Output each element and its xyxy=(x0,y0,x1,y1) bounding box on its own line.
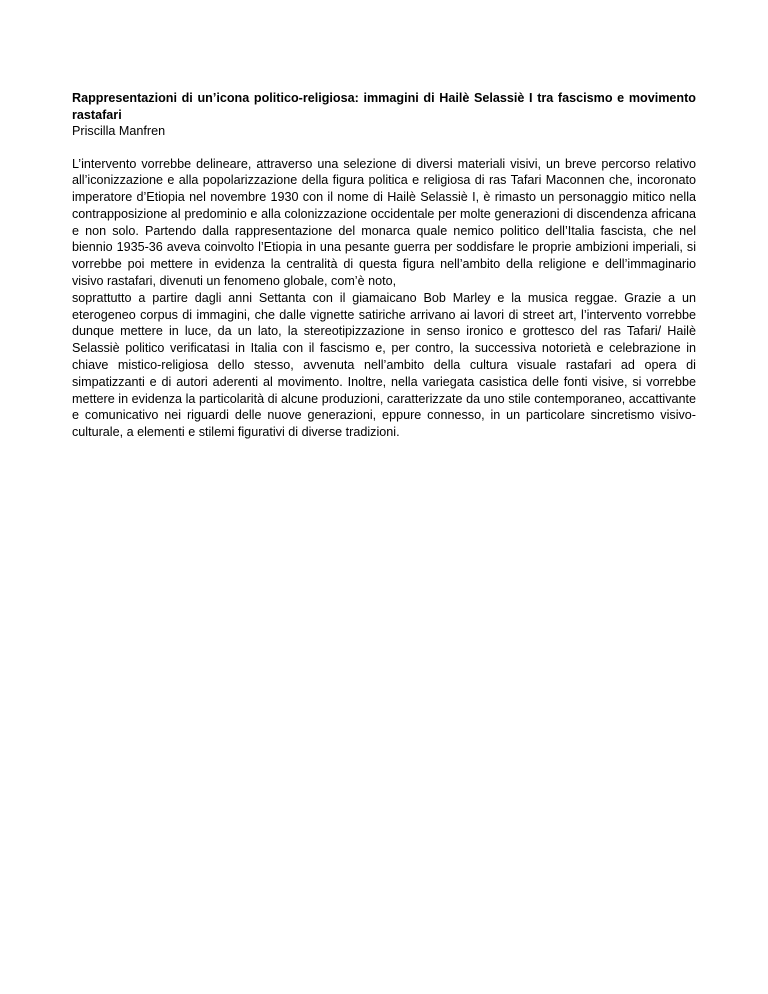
document-title: Rappresentazioni di un’icona politico-religiosa: immagini di Hailè Selassiè I tra fascismo e movimento rastafari xyxy=(72,91,696,122)
document-page xyxy=(72,90,696,441)
document-author: Priscilla Manfren xyxy=(72,124,166,138)
abstract-body xyxy=(72,156,696,442)
abstract-paragraph-2: soprattutto a partire dagli anni Settanta con il giamaicano Bob Marley e la musica reggae. Grazie a un eterogeneo corpus di immagini, che dalle vignette satiriche arrivano ai lavori di street art, l’intervento vorrebbe dunque mettere in luce, da un lato, la stereotipizzazione in senso ironico e grottesco del ras Tafari/ Hailè Selassiè politico verificatasi in Italia con il fascismo e, per contro, la successiva notorietà e celebrazione in chiave mistico-religiosa dello stesso, avvenuta nell’ambito della cultura visuale rastafari ad opera di simpatizzanti e di autori aderenti al movimento. Inoltre, nella variegata casistica delle fonti visive, si vorrebbe mettere in evidenza la particolarità di alcune produzioni, caratterizzate da uno stile contemporaneo, accattivante e comunicativo nei riguardi delle nuove generazioni, eppure connesso, in un particolare sincretismo visivo-culturale, a elementi e stilemi figurativi di diverse tradizioni. xyxy=(72,290,696,440)
abstract-paragraph-1: L’intervento vorrebbe delineare, attraverso una selezione di diversi materiali visivi, un breve percorso relativo all’iconizzazione e alla popolarizzazione della figura politica e religiosa di ras Tafari Maconnen che, incoronato imperatore d’Etiopia nel novembre 1930 con il nome di Hailè Selassiè I, è rimasto un personaggio mitico nella contrapposizione al predominio e alla colonizzazione occidentale per molte generazioni di discendenza africana e non solo. Partendo dalla rappresentazione del monarca quale nemico politico dell’Italia fascista, che nel biennio 1935-36 aveva coinvolto l’Etiopia in una pesante guerra per soddisfare le proprie ambizioni imperiali, si vorrebbe poi mettere in evidenza la centralità di questa figura nell’ambito della religione e dell’immaginario visivo rastafari, divenuti un fenomeno globale, com’è noto, xyxy=(72,156,696,289)
